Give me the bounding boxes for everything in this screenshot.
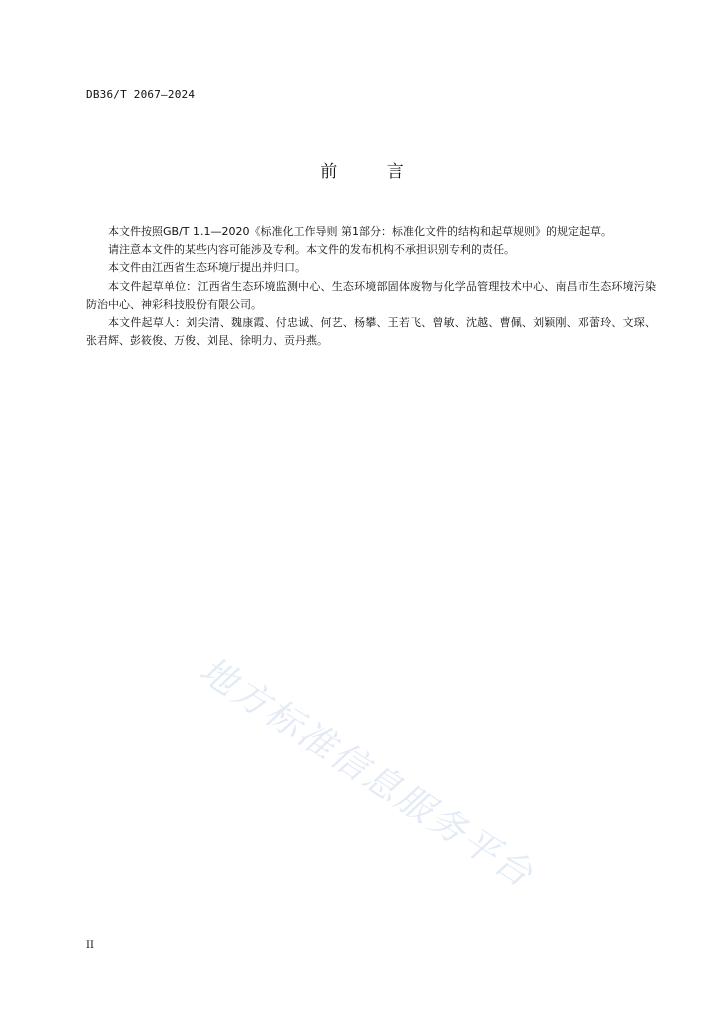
paragraph-patent-notice: 请注意本文件的某些内容可能涉及专利。本文件的发布机构不承担识别专利的责任。 — [108, 243, 515, 257]
document-code: DB36/T 2067—2024 — [86, 88, 196, 101]
paragraph-drafters: 本文件起草人：刘尖清、魏康霞、付忠诚、何艺、杨攀、王若飞、曾敏、沈越、曹佩、刘颖刚、邓蕾玲、文琛、张君辉、彭筱俊、万俊、刘昆、徐明力、贡丹燕。 — [86, 316, 656, 348]
watermark: 地方标准信息服务平台 — [191, 649, 542, 897]
page-title: 前 言 — [320, 162, 426, 182]
foreword-body — [86, 223, 656, 350]
paragraph-standard-basis: 本文件按照GB/T 1.1—2020《标准化工作导则 第1部分：标准化文件的结构和起草规则》的规定起草。 — [108, 225, 612, 238]
paragraph-drafting-units: 本文件起草单位：江西省生态环境监测中心、生态环境部固体废物与化学品管理技术中心、南昌市生态环境污染防治中心、神彩科技股份有限公司。 — [86, 279, 656, 311]
paragraph-proposer: 本文件由江西省生态环境厅提出并归口。 — [108, 261, 306, 275]
page-number: II — [86, 940, 94, 951]
